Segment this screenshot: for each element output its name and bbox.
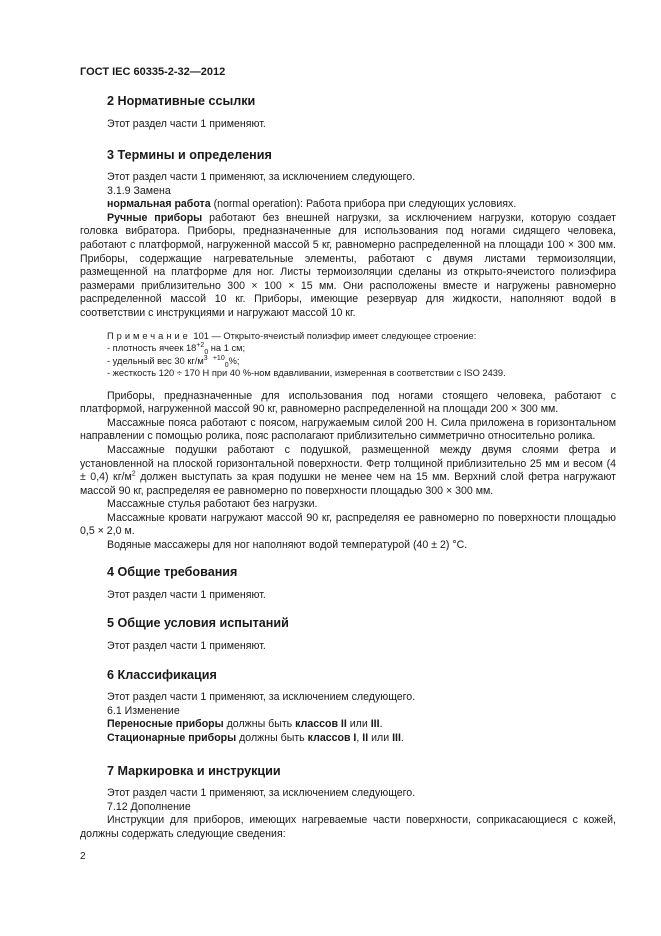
paragraph <box>80 212 616 321</box>
note-item: - жесткость 120 ÷ 170 Н при 40 %-ном вдавливании, измеренная в соответствии с ISO 2439. <box>107 368 506 379</box>
section-7 <box>80 764 616 841</box>
note-text: 101 — Открыто-ячеистый полиэфир имеет следующее строение: <box>190 330 477 341</box>
note-item-text: - плотность ячеек 18 <box>107 343 197 354</box>
tolerance: +2 <box>196 341 205 349</box>
paragraph-text: Массажные подушки работают с подушкой, размещенной между двумя слоями фетра и установленной на плоской горизонтальной поверхности. Фетр толщиной приблизительно 25 мм и весом (4 ± 0,4) кг/м <box>80 443 616 484</box>
section-3 <box>80 148 616 553</box>
section-heading: 7 Маркировка и инструкции <box>107 764 281 778</box>
paragraph <box>80 718 616 732</box>
term: нормальная работа <box>107 198 211 211</box>
paragraph: Инструкции для приборов, имеющих нагреваемые части поверхности, соприкасающиеся с кожей, должны содержать следующие сведения: <box>80 814 616 840</box>
tolerance: +10 <box>212 354 225 362</box>
text: должны быть <box>223 718 296 731</box>
paragraph-text: должен выступать за края подушки не менее чем на 15 мм. Верхний слой фетра нагружают массой 90 кг, распределяя ее равномерно по поверхности площадью 300 × 300 мм. <box>80 471 617 497</box>
section-heading: 4 Общие требования <box>107 565 238 579</box>
note-label: Примечание <box>107 330 191 341</box>
paragraph: Массажные кровати нагружают массой 90 кг, распределяя ее равномерно по поверхности площадью 0,5 × 2,0 м. <box>80 511 616 538</box>
definition <box>80 198 616 212</box>
paragraph: Приборы, предназначенные для использования под ногами стоящего человека, работают с платформой, нагруженной массой 90 кг, равномерно распределенной на площади 200 × 300 мм. <box>80 389 616 416</box>
paragraph <box>80 444 616 498</box>
note-item-text: %; <box>228 355 240 366</box>
clause-number: 6.1 Изменение <box>107 704 180 717</box>
class: III <box>392 731 401 744</box>
paragraph: Массажные стулья работают без нагрузки. <box>107 498 318 511</box>
term: Переносные приборы <box>107 718 224 731</box>
paragraph: Этот раздел части 1 применяют, за исключением следующего. <box>107 691 416 703</box>
section-5 <box>80 616 616 654</box>
text: или <box>368 731 393 744</box>
paragraph: Водяные массажеры для ног наполняют водой температурой (40 ± 2) °С. <box>107 539 468 552</box>
text: или <box>346 718 371 731</box>
note-item <box>80 342 616 355</box>
section-heading: 5 Общие условия испытаний <box>107 616 289 630</box>
document-header: ГОСТ IEC 60335-2-32—2012 <box>80 66 226 78</box>
class: II <box>362 731 369 744</box>
class: классов II <box>295 718 347 731</box>
paragraph <box>80 732 616 746</box>
paragraph-text: работают без внешней нагрузки, за исключением нагрузки, которую создает головка вибратора. Приборы, предназначенные для использования под ногами сидящего человека, работают с платформой, нагруженной массой 5 кг, равномерно распределенной на площади 100 × 300 мм. Приборы, содержащие нагревательные элементы, работают с двумя листами термоизоляции, размещенной на платформе для ног. Листы термоизоляции сделаны из открыто-ячеистого полиэфира размерами приблизительно 300 × 100 × 15 мм. Они расположены вместе и нагружены равномерно распределенной массой 10 кг. Приборы, имеющие резервуар для жидкости, наполняют водой в соответствии с инструкциями и нагружают массой 10 кг. <box>80 211 616 319</box>
class: III <box>370 718 380 731</box>
term: Стационарные приборы <box>107 731 237 744</box>
text: должны быть <box>236 731 308 744</box>
text: . <box>379 718 383 731</box>
section-2 <box>80 94 616 132</box>
term: Ручные приборы <box>107 211 203 224</box>
paragraph: Этот раздел части 1 применяют, за исключением следующего. <box>107 171 416 183</box>
section-heading: 6 Классификация <box>107 668 217 682</box>
section-4 <box>80 565 616 603</box>
exponent: 3 <box>203 354 208 362</box>
page-number: 2 <box>80 851 86 862</box>
note-item-text: на 1 см; <box>208 343 246 354</box>
note-title <box>80 330 616 343</box>
class: классов I <box>307 731 357 744</box>
paragraph: Этот раздел части 1 применяют. <box>107 589 266 601</box>
section-heading: 2 Нормативные ссылки <box>107 94 256 108</box>
paragraph: Этот раздел части 1 применяют. <box>107 640 266 652</box>
clause-number: 7.12 Дополнение <box>107 800 191 813</box>
text: , <box>356 731 363 744</box>
paragraph: Массажные пояса работают с поясом, нагружаемым силой 200 Н. Сила приложена в горизонтальном направлении с помощью ролика, пояс располагают приблизительно симметрично относительно ролика. <box>80 416 616 443</box>
tolerance: 0 <box>204 348 209 356</box>
paragraph: Этот раздел части 1 применяют. <box>107 118 266 130</box>
note-item <box>80 355 616 368</box>
text: . <box>400 731 404 744</box>
note <box>80 330 616 380</box>
note-item-text: - удельный вес 30 кг/м <box>107 355 204 366</box>
section-heading: 3 Термины и определения <box>107 148 272 162</box>
clause-number: 3.1.9 Замена <box>107 184 171 197</box>
section-6 <box>80 668 616 745</box>
exponent: 2 <box>131 470 136 478</box>
definition-text: (normal operation): Работа прибора при следующих условиях. <box>210 198 517 211</box>
tolerance: 0 <box>224 361 229 369</box>
paragraph: Этот раздел части 1 применяют, за исключением следующего. <box>107 787 416 799</box>
